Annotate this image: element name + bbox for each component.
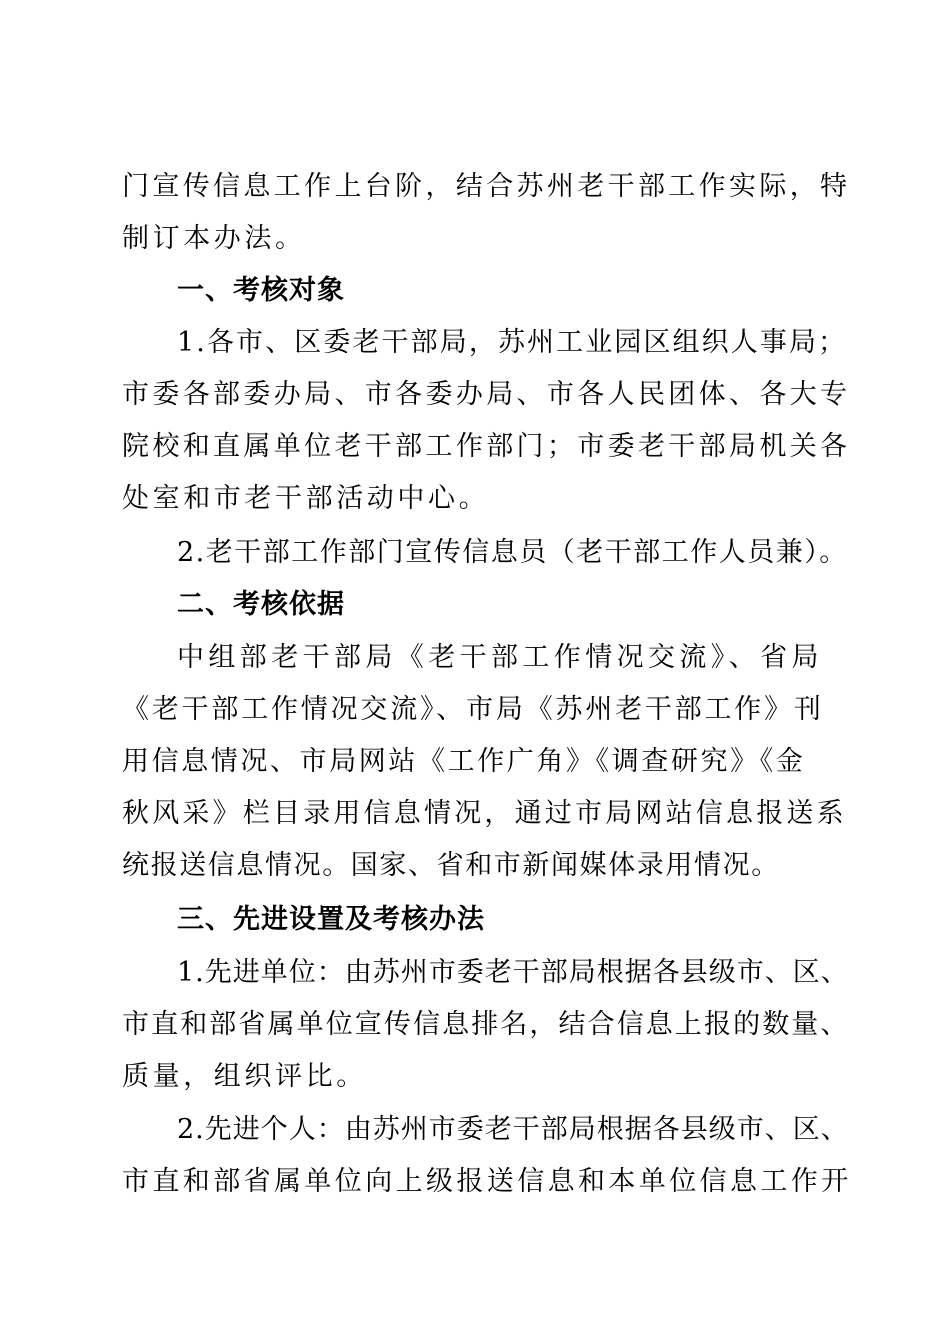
body-text-line: 2.先进个人：由苏州市委老干部局根据各县级市、区、 — [177, 1114, 849, 1145]
body-text-line: 门宣传信息工作上台阶，结合苏州老干部工作实际，特 — [122, 171, 851, 202]
section-heading: 三、先进设置及考核办法 — [177, 904, 485, 935]
section-heading: 一、考核对象 — [177, 275, 345, 306]
body-text-line: 秋风采》栏目录用信息情况，通过市局网站信息报送系 — [122, 798, 847, 829]
body-text-line: 质量，组织评比。 — [122, 1061, 367, 1092]
body-text-line: 市直和部省属单位宣传信息排名，结合信息上报的数量、 — [122, 1009, 850, 1040]
section-heading: 二、考核依据 — [177, 589, 345, 620]
body-text-line: 用信息情况、市局网站《工作广角》《调查研究》《金 — [122, 746, 806, 777]
body-text-line: 《老干部工作情况交流》、市局《苏州老干部工作》刊 — [122, 694, 824, 725]
body-text-line: 统报送信息情况。国家、省和市新闻媒体录用情况。 — [122, 850, 780, 881]
body-text-line: 处室和市老干部活动中心。 — [122, 483, 490, 514]
body-text-line: 中组部老干部局《老干部工作情况交流》、省局 — [177, 642, 823, 673]
body-text-line: 1.各市、区委老干部局，苏州工业园区组织人事局； — [177, 327, 848, 358]
body-text-line: 2.老干部工作部门宣传信息员（老干部工作人员兼）。 — [177, 537, 848, 568]
body-text-line: 制订本办法。 — [122, 223, 306, 254]
body-text-line: 市委各部委办局、市各委办局、市各人民团体、各大专 — [122, 379, 851, 410]
body-text-line: 院校和直属单位老干部工作部门；市委老干部局机关各 — [122, 431, 851, 462]
body-text-line: 1.先进单位：由苏州市委老干部局根据各县级市、区、 — [177, 957, 849, 988]
body-text-line: 市直和部省属单位向上级报送信息和本单位信息工作开 — [122, 1166, 852, 1197]
